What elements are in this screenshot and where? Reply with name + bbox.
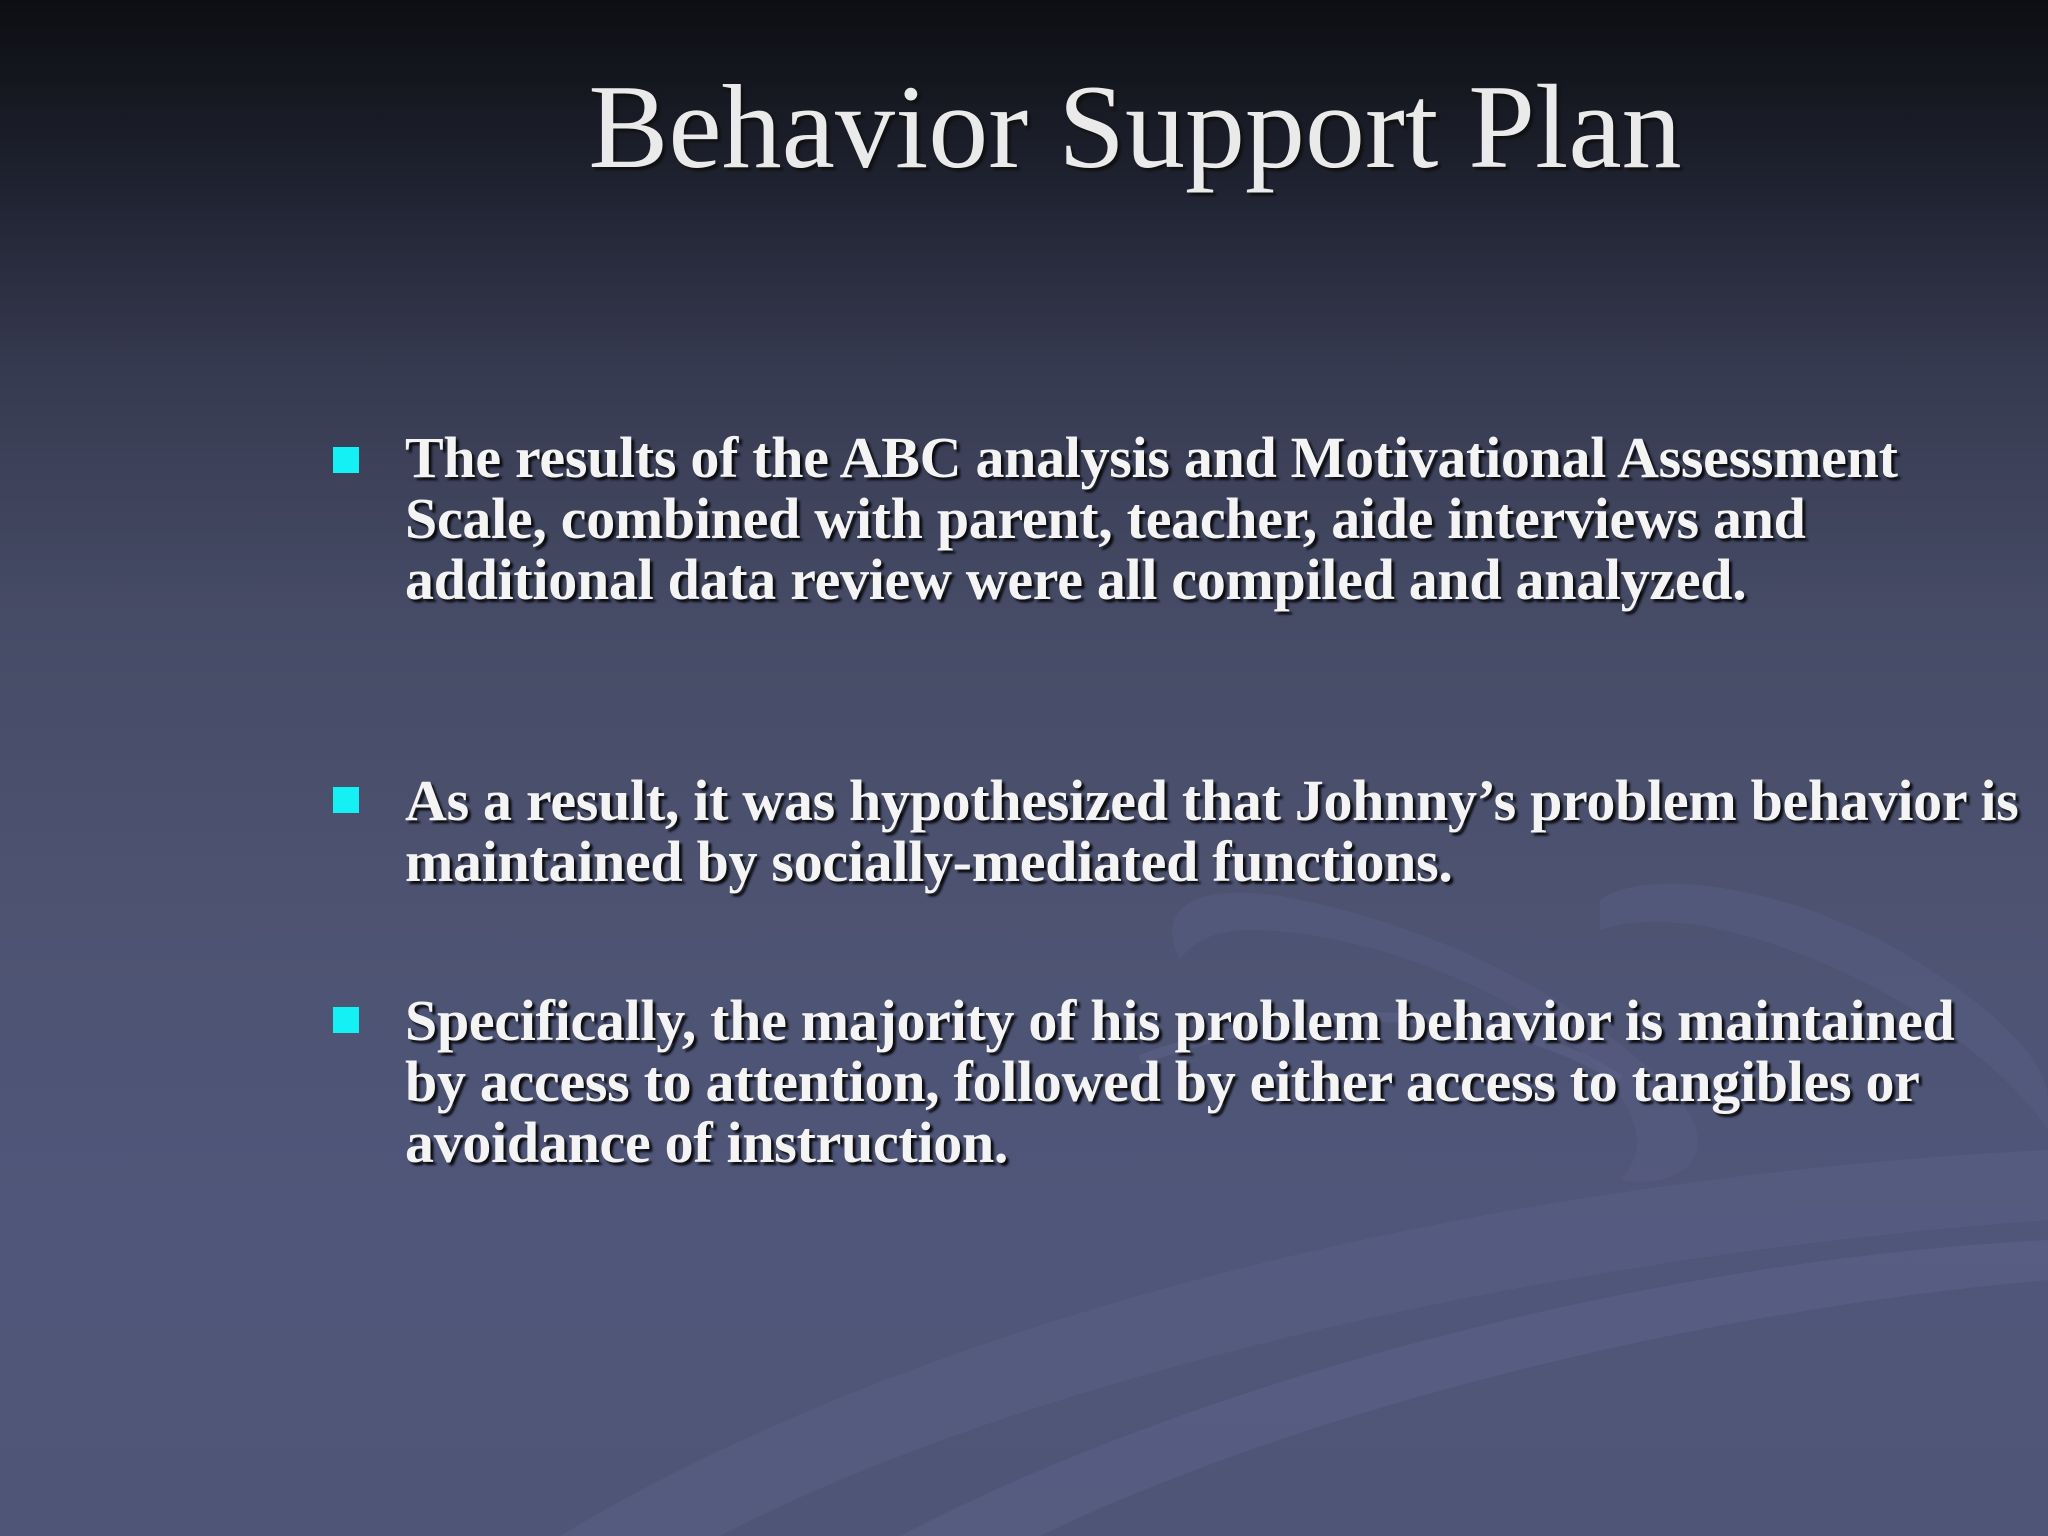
square-bullet-icon: [333, 1007, 359, 1033]
slide-title: Behavior Support Plan: [588, 60, 1682, 193]
square-bullet-icon: [333, 447, 359, 473]
square-bullet-icon: [333, 787, 359, 813]
bullet-text: Specifically, the majority of his problem behavior is maintained by access to attention, followed by either access to tangibles or avoidance of instruction.: [405, 988, 1955, 1175]
bullet-item: [405, 770, 2025, 892]
bullet-item: [405, 990, 2025, 1173]
bullet-text: As a result, it was hypothesized that Johnny’s problem behavior is maintained by socially-mediated functions.: [405, 768, 2019, 894]
bullet-text: The results of the ABC analysis and Motivational Assessment Scale, combined with parent, teacher, aide interviews and additional data review were all compiled and analyzed.: [405, 425, 1898, 612]
swoosh-band-lower: [560, 1150, 2048, 1536]
bullet-item: [405, 427, 2025, 610]
